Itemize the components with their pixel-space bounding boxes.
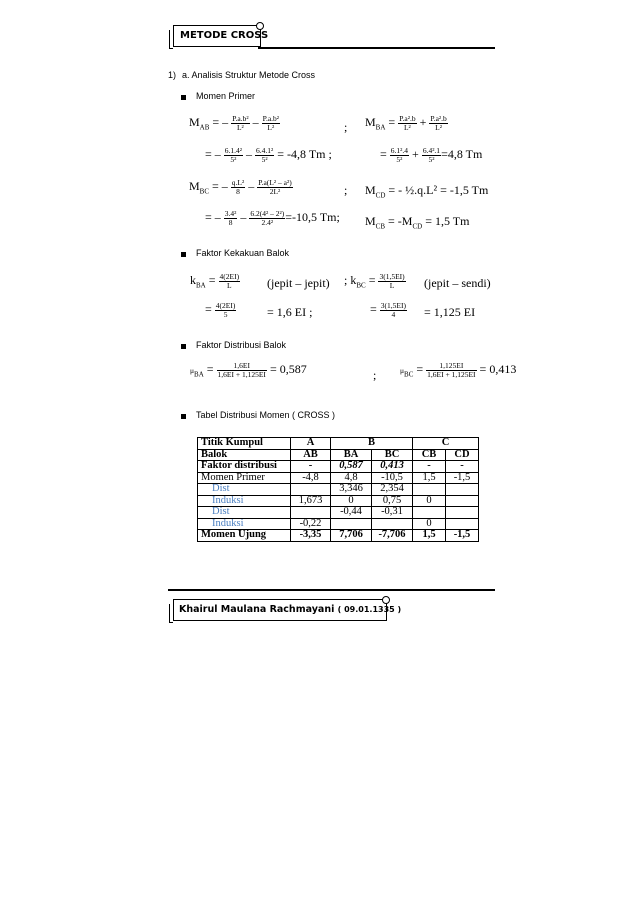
table-cell: BA xyxy=(331,449,372,461)
table-cell: 0 xyxy=(331,495,372,507)
table-cell: 7,706 xyxy=(331,530,372,542)
table-cell: Faktor distribusi xyxy=(198,461,291,473)
table-cell: Induksi xyxy=(198,518,291,530)
table-cell: 1,5 xyxy=(413,530,446,542)
table-cell: Balok xyxy=(198,449,291,461)
footer-author-name: Khairul Maulana Rachmayani xyxy=(179,604,335,615)
section-number: 1) xyxy=(168,70,177,80)
bullet-faktor-kekakuan: Faktor Kekakuan Balok xyxy=(196,248,290,258)
result-kbc: = 1,125 EI xyxy=(424,305,476,319)
table-cell: 0,587 xyxy=(331,461,372,473)
table-cell xyxy=(291,507,331,519)
table-cell: -0,31 xyxy=(372,507,413,519)
table-row xyxy=(198,518,479,530)
table-cell: 3,346 xyxy=(331,484,372,496)
table-cell: Induksi xyxy=(198,495,291,507)
table-cell: Titik Kumpul xyxy=(198,438,291,450)
table-row xyxy=(198,438,479,450)
table-cell xyxy=(446,495,479,507)
bullet-momen-primer: Momen Primer xyxy=(196,91,256,101)
semicolon: ; xyxy=(344,120,348,134)
table-cell xyxy=(413,507,446,519)
table-cell xyxy=(446,518,479,530)
table-cell: -3,35 xyxy=(291,530,331,542)
table-cell: 1,673 xyxy=(291,495,331,507)
table-cell: -0,22 xyxy=(291,518,331,530)
table-cell: - xyxy=(291,461,331,473)
header-rule xyxy=(258,47,495,49)
formula-mbc-numeric: = – $\frac{\text{3.4²}}{8}$ – $\frac{\text{6.2(4² – 2²)}}{\text{2.4²}}$ =-10,5 Tm; xyxy=(205,209,340,227)
table-cell: - xyxy=(413,461,446,473)
section-title: a. Analisis Struktur Metode Cross xyxy=(182,70,316,80)
formula-mcd: $M_{CD}$ = - ½.q.L² = -1,5 Tm xyxy=(365,183,489,200)
formula-mcb: $M_{CB} = -M_{CD} = 1,5$ Tm xyxy=(365,214,470,231)
formula-mu-bc: $\mu_{BC}$ = $\frac{1,125EI}{1,6EI + 1,125EI}$ = 0,413 xyxy=(400,361,517,379)
header-title-badge xyxy=(173,25,269,47)
table-cell: -4,8 xyxy=(291,472,331,484)
table-row xyxy=(198,484,479,496)
formula-mba: $M_{BA}$ = $\frac{\text{P.a².b}}{\text{L²}}$ + $\frac{\text{P.a².b}}{\text{L²}}$ xyxy=(365,114,447,132)
bullet-marker xyxy=(181,95,186,100)
table-row xyxy=(198,472,479,484)
formula-mab: $M_{AB}$ = – $\frac{\text{P.a.b²}}{\text{L²}}$ – $\frac{\text{P.a.b²}}{\text{L²}}$ xyxy=(189,114,280,132)
formula-kba-numeric: = $\frac{4(2EI)}{5}$ xyxy=(205,301,236,319)
table-cell xyxy=(291,484,331,496)
table-row xyxy=(198,449,479,461)
table-cell xyxy=(372,518,413,530)
result-kba: = 1,6 EI ; xyxy=(267,305,313,319)
table-cell xyxy=(331,518,372,530)
cross-distribution-table xyxy=(197,437,479,542)
table-row xyxy=(198,507,479,519)
table-cell: B xyxy=(331,438,413,450)
table-cell: 0 xyxy=(413,518,446,530)
semicolon: ; xyxy=(373,368,377,382)
table-cell: CB xyxy=(413,449,446,461)
table-cell: Dist xyxy=(198,484,291,496)
table-cell: 0 xyxy=(413,495,446,507)
table-cell: Momen Ujung xyxy=(198,530,291,542)
table-cell: - xyxy=(446,461,479,473)
table-cell xyxy=(446,484,479,496)
table-cell: Momen Primer xyxy=(198,472,291,484)
formula-mab-numeric: = – $\frac{\text{6.1.4²}}{\text{5²}}$ – $\frac{\text{6.4.1²}}{\text{5²}}$ = -4,8 Tm ; xyxy=(205,146,332,164)
table-row xyxy=(198,495,479,507)
table-cell: -0,44 xyxy=(331,507,372,519)
table-cell: AB xyxy=(291,449,331,461)
table-cell: 4,8 xyxy=(331,472,372,484)
table-row xyxy=(198,530,479,542)
bullet-tabel-distribusi: Tabel Distribusi Momen ( CROSS ) xyxy=(196,410,336,420)
bullet-marker xyxy=(181,414,186,419)
formula-kba: $k_{BA}$ = $\frac{4(2EI)}{L}$ xyxy=(190,272,240,290)
formula-mbc: $M_{BC}$ = – $\frac{\text{q.L²}}{8}$ – $\frac{\text{P.a(L² – a²)}}{\text{2L²}}$ xyxy=(189,178,292,196)
semicolon: ; xyxy=(344,183,348,197)
note-jepit-sendi: (jepit – sendi) xyxy=(424,276,491,290)
formula-kbc-numeric: = $\frac{3(1,5EI)}{4}$ xyxy=(370,301,406,319)
table-cell: CD xyxy=(446,449,479,461)
table-cell: -1,5 xyxy=(446,472,479,484)
table-cell: A xyxy=(291,438,331,450)
formula-mba-numeric: = $\frac{\text{6.1².4}}{\text{5²}}$ + $\frac{\text{6.4².1}}{\text{5²}}$ =4,8 Tm xyxy=(380,146,483,164)
table-cell: -10,5 xyxy=(372,472,413,484)
formula-kbc: ; $k_{BC}$ = $\frac{3(1,5EI)}{L}$ xyxy=(344,272,405,290)
table-cell: 0,75 xyxy=(372,495,413,507)
note-jepit-jepit: (jepit – jepit) xyxy=(267,276,330,290)
table-cell xyxy=(413,484,446,496)
bullet-faktor-distribusi: Faktor Distribusi Balok xyxy=(196,340,287,350)
table-cell xyxy=(446,507,479,519)
table-cell: BC xyxy=(372,449,413,461)
bullet-marker xyxy=(181,344,186,349)
table-cell: -7,706 xyxy=(372,530,413,542)
table-cell: 0,413 xyxy=(372,461,413,473)
table-cell: Dist xyxy=(198,507,291,519)
footer-author-id: ( 09.01.1335 ) xyxy=(337,605,402,614)
footer-author-badge xyxy=(173,599,402,621)
bullet-marker xyxy=(181,252,186,257)
table-cell: 1,5 xyxy=(413,472,446,484)
header-title: METODE CROSS xyxy=(180,30,269,41)
table-cell: C xyxy=(413,438,479,450)
formula-mu-ba: $\mu_{BA}$ = $\frac{1,6EI}{1,6EI + 1,125EI}$ = 0,587 xyxy=(190,361,307,379)
table-row xyxy=(198,461,479,473)
table-cell: 2,354 xyxy=(372,484,413,496)
table-cell: -1,5 xyxy=(446,530,479,542)
footer-rule xyxy=(168,589,495,591)
